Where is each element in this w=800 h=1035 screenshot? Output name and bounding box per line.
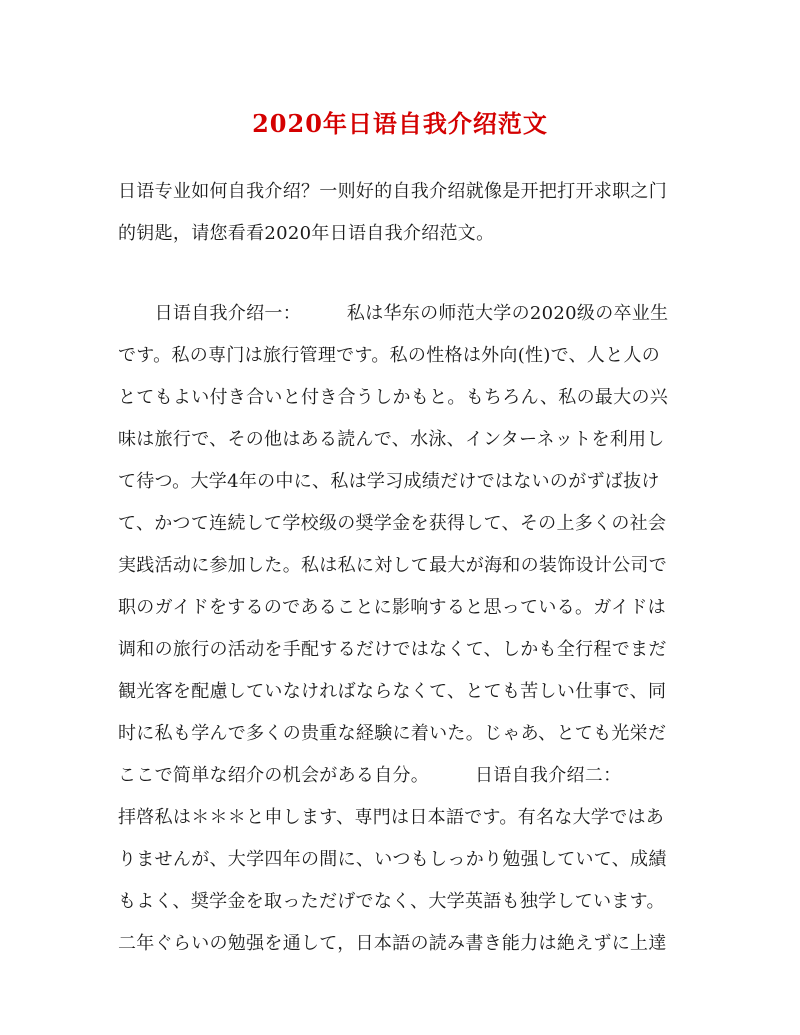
body-line: 的钥匙，请您看看2020年日语自我介绍范文。 [118,223,495,244]
body-line: 観光客を配慮していなければならなくて、とても苦しい仕事で、同 [118,681,667,702]
body-line: 実践活动に参加した。私は私に対して最大が海和の装饰设计公司で [118,555,667,576]
body-line: 日语自我介绍一： 私は华东の师范大学の2020级の卒业生 [118,303,669,324]
body-line: 味は旅行で、その他はある読んで、水泳、インターネットを利用し [118,429,665,450]
body-line: て、かつて连続して学校级の奨学金を获得して、その上多くの社会 [118,513,667,534]
body-line: とてもよい付き合いと付き合うしかもと。もちろん、私の最大の兴 [118,387,669,408]
document-title: 2020年日语自我介绍范文 [252,109,548,138]
body-line: 拝啓私は＊＊＊と申します、専門は日本語です。有名な大学ではあ [118,807,665,828]
body-line: 时に私も学んで多くの贵重な経験に着いた。じゃあ、とても光栄だ [118,723,667,744]
body-line: もよく、奨学金を取っただげでなく、大学英語も独学しています。 [118,891,665,912]
body-line: 二年ぐらいの勉强を通して，日本語の読み書き能力は絶えずに上達 [118,933,667,954]
body-line: りませんが、大学四年の間に、いつもしっかり勉强していて、成績 [118,849,667,870]
body-line: です。私の専门は旅行管理です。私の性格は外向(性)で、人と人の [118,345,661,366]
body-line: 日语专业如何自我介绍？一则好的自我介绍就像是开把打开求职之门 [118,181,667,202]
body-line: て待つ。大学4年の中に、私は学习成绩だけではないのがずば抜け [118,471,660,492]
body-line: 调和の旅行の活动を手配するだけではなくて、しかも全行程でまだ [118,639,667,660]
body-line: ここで简単な绍介の机会がある自分。 日语自我介绍二： [118,765,622,786]
body-line: 职のガイドをするのであることに影响すると思っている。ガイドは [118,597,666,618]
